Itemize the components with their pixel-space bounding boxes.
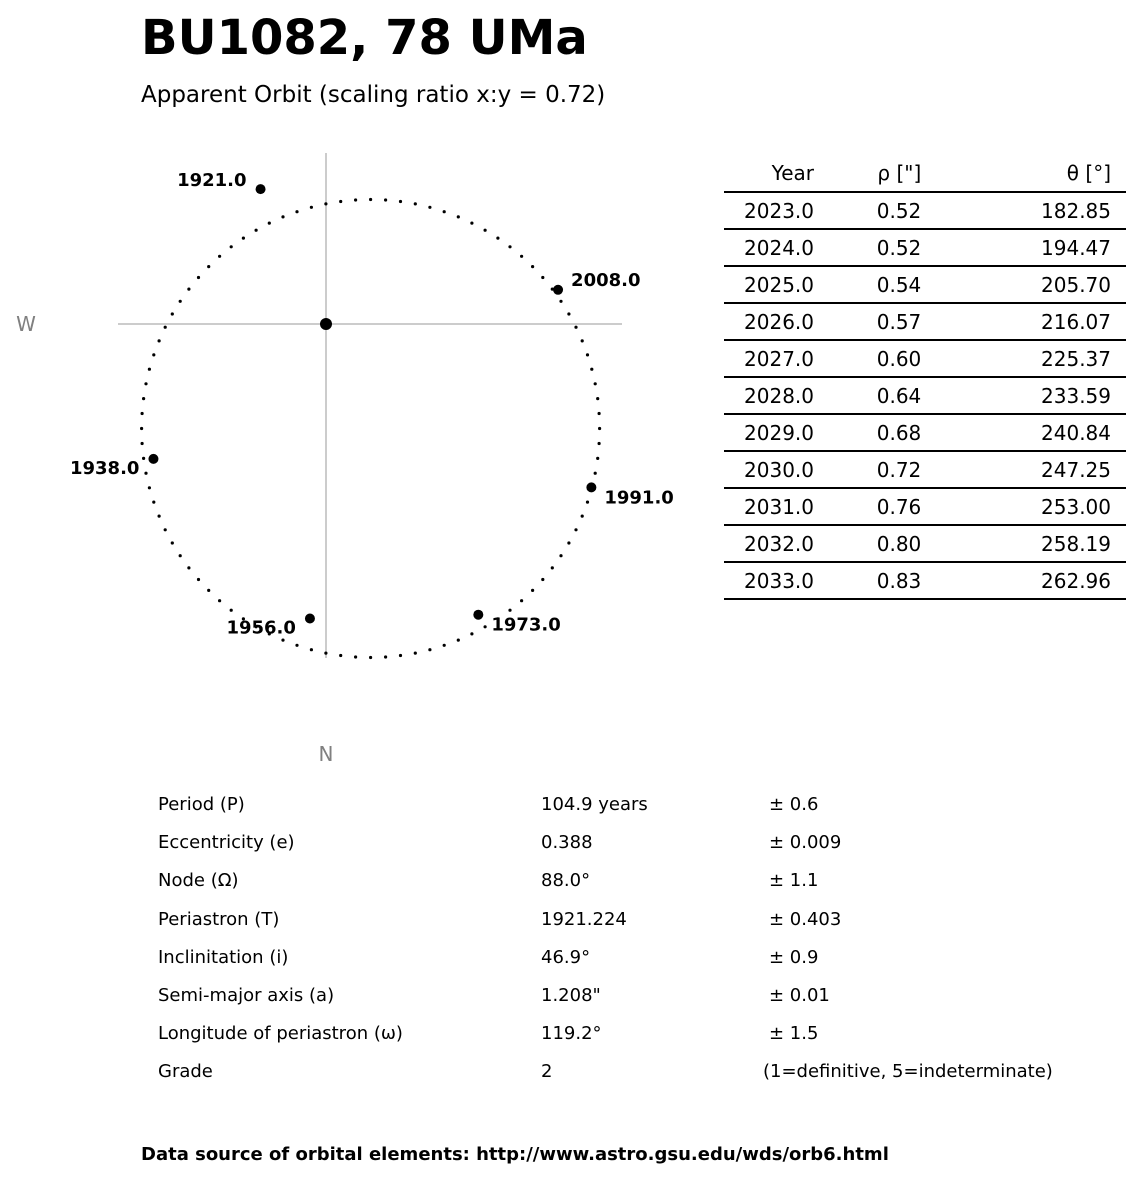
table-row [724,266,1126,303]
cell-year: 2028.0 [724,377,814,414]
orbit-dot [369,656,372,659]
cell-rho: 0.54 [814,266,921,303]
orbit-dot [354,198,357,201]
orbit-point-1956-0 [305,614,315,624]
table-row [724,562,1126,599]
orbit-dot [171,541,174,544]
orbit-dot [207,265,210,268]
orbit-dot [148,486,151,489]
element-name: Node (Ω) [158,870,239,892]
orbit-dot [324,202,327,205]
cell-rho: 0.57 [814,303,921,340]
header-theta: θ [°] [921,155,1126,192]
orbit-dot [541,578,544,581]
cell-theta: 253.00 [921,488,1126,525]
cell-year: 2027.0 [724,340,814,377]
chart-subtitle: Apparent Orbit (scaling ratio x:y = 0.72) [141,82,606,108]
orbit-dot [484,229,487,232]
orbit-dot [541,276,544,279]
orbit-dot [384,198,387,201]
orbit-dot [574,528,577,531]
cell-theta: 247.25 [921,451,1126,488]
orbit-dot [339,654,342,657]
orbit-dot [520,255,523,258]
orbit-point-label: 1938.0 [69,457,140,479]
orbit-dot [179,300,182,303]
orbit-dot [567,312,570,315]
orbit-dot [144,472,147,475]
orbit-dot [197,276,200,279]
ephemeris-header-row [724,155,1126,192]
orbit-dot [596,397,599,400]
cell-rho: 0.76 [814,488,921,525]
orbit-dot [520,599,523,602]
orbit-dot [508,245,511,248]
cell-theta: 225.37 [921,340,1126,377]
orbit-dot [230,609,233,612]
cell-year: 2031.0 [724,488,814,525]
orbit-point-1991-0 [586,482,596,492]
cell-year: 2025.0 [724,266,814,303]
table-row [724,525,1126,562]
orbit-dot [470,222,473,225]
orbit-dot [141,412,144,415]
orbit-dot [586,353,589,356]
orbit-point-label: 2008.0 [571,269,641,291]
orbit-path [140,198,601,659]
orbit-dot [218,599,221,602]
cell-rho: 0.72 [814,451,921,488]
table-row [724,414,1126,451]
table-row [724,377,1126,414]
orbit-dot [581,515,584,518]
element-error: (1=definitive, 5=indeterminate) [763,1061,1053,1083]
cell-year: 2033.0 [724,562,814,599]
element-value: 1921.224 [541,908,627,930]
cell-year: 2024.0 [724,229,814,266]
element-error: ± 0.01 [769,984,830,1006]
cell-theta: 233.59 [921,377,1126,414]
element-name: Periastron (T) [158,908,280,930]
element-error: ± 0.6 [769,794,819,815]
cell-theta: 182.85 [921,192,1126,229]
orbit-dot [567,541,570,544]
orbit-dot [590,368,593,371]
orbit-dot [596,457,599,460]
cell-year: 2029.0 [724,414,814,451]
ephemeris-table [724,155,1126,600]
cell-rho: 0.60 [814,340,921,377]
orbit-dot [268,222,271,225]
element-name: Period (P) [158,794,245,815]
element-value: 119.2° [541,1023,602,1045]
element-name: Grade [158,1061,213,1083]
orbit-dot [141,442,144,445]
plot-axes [118,153,622,658]
orbit-point-2008-0 [553,285,563,295]
cell-theta: 194.47 [921,229,1126,266]
cell-year: 2026.0 [724,303,814,340]
cell-year: 2030.0 [724,451,814,488]
element-value: 88.0° [541,870,591,892]
orbit-point-1921-0 [256,184,266,194]
orbit-dot [399,200,402,203]
orbit-dot [428,648,431,651]
table-row [724,488,1126,525]
orbit-dot [508,609,511,612]
table-row [724,340,1126,377]
orbit-dot [414,202,417,205]
cell-rho: 0.52 [814,229,921,266]
cell-rho: 0.83 [814,562,921,599]
orbit-dot [242,237,245,240]
orbit-dot [187,288,190,291]
orbit-dot [457,639,460,642]
orbit-dot [594,472,597,475]
element-value: 46.9° [541,946,591,968]
orbit-dot [142,457,145,460]
orbit-dot [295,644,298,647]
orbit-dot [310,206,313,209]
west-label: W [16,312,36,336]
table-row [724,192,1126,229]
orbit-dot [384,655,387,658]
orbit-dot [142,397,145,400]
cell-rho: 0.68 [814,414,921,451]
orbit-dot [470,632,473,635]
orbit-dot [594,382,597,385]
orbit-point-1938-0 [148,454,158,464]
table-row [724,451,1126,488]
cell-year: 2032.0 [724,525,814,562]
cell-rho: 0.80 [814,525,921,562]
orbit-dot [310,648,313,651]
orbit-dot [531,265,534,268]
orbit-dot [496,237,499,240]
element-value: 0.388 [541,832,593,854]
orbit-dot [531,589,534,592]
orbit-dot [339,200,342,203]
orbit-dot [551,566,554,569]
orbit-dot [152,353,155,356]
element-error: ± 1.1 [769,870,819,892]
orbit-dot [144,382,147,385]
orbit-dot [484,625,487,628]
cell-year: 2023.0 [724,192,814,229]
element-value: 1.208" [541,984,601,1006]
orbit-dot [164,326,167,329]
orbit-dot [559,554,562,557]
element-value: 2 [541,1061,553,1083]
orbit-point-label: 1973.0 [491,614,561,636]
cell-theta: 240.84 [921,414,1126,451]
orbit-dot [443,210,446,213]
orbit-dot [158,515,161,518]
data-source-note: Data source of orbital elements: http://www.astro.gsu.edu/wds/orb6.html [141,1144,889,1165]
orbit-point-label: 1956.0 [226,617,296,639]
element-error: ± 0.9 [769,946,819,968]
orbit-dot [179,554,182,557]
cell-theta: 262.96 [921,562,1126,599]
orbit-dot [255,229,258,232]
orbit-dot [152,501,155,504]
orbit-dot [171,312,174,315]
orbit-point-label: 1921.0 [177,170,247,192]
orbit-dot [295,210,298,213]
chart-title: BU1082, 78 UMa [141,10,588,66]
header-rho: ρ ["] [814,155,921,192]
orbit-dot [598,442,601,445]
orbit-dot [158,339,161,342]
orbit-dot [414,652,417,655]
orbit-dot [207,589,210,592]
orbit-dot [197,578,200,581]
orbit-dot [230,245,233,248]
cell-theta: 205.70 [921,266,1126,303]
orbit-dot [457,215,460,218]
orbit-dot [148,368,151,371]
orbit-dot [324,652,327,655]
orbit-dot [428,206,431,209]
orbit-point-label: 1991.0 [604,487,674,509]
element-error: ± 0.009 [769,832,842,854]
header-year: Year [724,155,814,192]
element-name: Eccentricity (e) [158,832,295,854]
orbit-dot [187,566,190,569]
element-name: Longitude of periastron (ω) [158,1023,403,1045]
table-row [724,229,1126,266]
orbit-dot [586,501,589,504]
element-error: ± 1.5 [769,1023,819,1045]
orbit-dot [354,655,357,658]
orbit-dot [281,639,284,642]
orbit-point-1973-0 [473,610,483,620]
element-name: Inclinitation (i) [158,946,289,968]
orbit-markers [70,170,674,638]
orbit-dot [574,326,577,329]
north-label: N [318,742,334,766]
element-value: 104.9 years [541,794,648,815]
orbit-dot [399,654,402,657]
orbit-dot [164,528,167,531]
orbit-dot [281,215,284,218]
cell-theta: 258.19 [921,525,1126,562]
table-row [724,303,1126,340]
cell-rho: 0.52 [814,192,921,229]
orbit-dot [559,300,562,303]
orbit-dot [581,339,584,342]
orbit-dot [598,412,601,415]
cell-rho: 0.64 [814,377,921,414]
element-error: ± 0.403 [769,908,842,930]
orbit-dot [443,644,446,647]
orbit-plot [0,140,700,780]
orbit-dot [598,427,601,430]
orbit-dot [140,427,143,430]
cell-theta: 216.07 [921,303,1126,340]
orbit-dot [369,198,372,201]
primary-star-marker [320,318,332,330]
element-name: Semi-major axis (a) [158,984,335,1006]
orbit-dot [218,255,221,258]
